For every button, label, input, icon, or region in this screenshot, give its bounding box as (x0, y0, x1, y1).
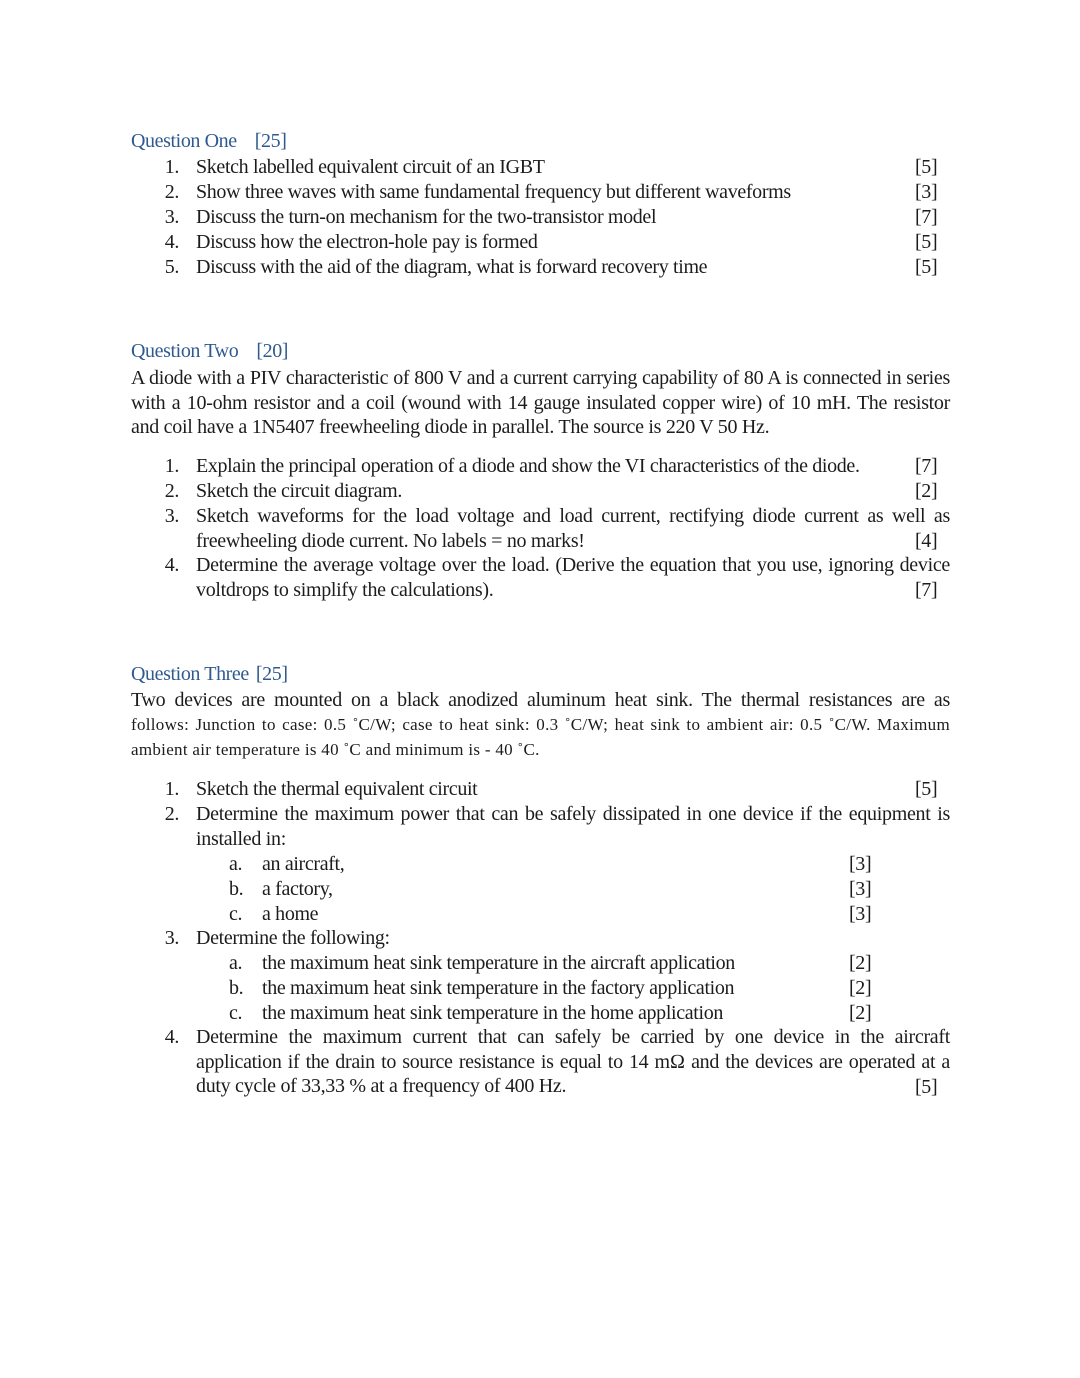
item-text: Show three waves with same fundamental frequency but different waveforms (196, 181, 791, 203)
item-number: 4. (164, 1026, 179, 1048)
sub-item-text: the maximum heat sink temperature in the home application (262, 1002, 724, 1024)
item-number: 2. (164, 803, 179, 825)
sub-item-text: the maximum heat sink temperature in the aircraft application (262, 952, 735, 974)
sub-item-marks: [3] (849, 903, 872, 925)
sub-item-letter: c. (229, 903, 243, 925)
item-number: 1. (164, 156, 179, 178)
sub-item-text: a home (262, 903, 319, 925)
item-number: 2. (164, 181, 179, 203)
item-text: Determine the maximum current that can safely be carried by one device in the aircraft application if the drain to source resistance is equal to 14 mΩ and the devices are operated at a duty cycle of 33,33 % at a frequency of 400 Hz. (196, 1026, 950, 1098)
item-number: 1. (164, 778, 179, 800)
item-text: Sketch waveforms for the load voltage and load current, rectifying diode current as well as freewheeling diode current. No labels = no marks! (196, 505, 950, 552)
sub-item-text: an aircraft, (262, 853, 345, 875)
sub-item-letter: b. (229, 977, 244, 999)
item-marks: [7] (915, 455, 938, 477)
item-number: 1. (164, 455, 179, 477)
sub-item-text: a factory, (262, 878, 333, 900)
item-marks: [2] (915, 480, 938, 502)
sub-item-letter: b. (229, 878, 244, 900)
sub-item-marks: [3] (849, 853, 872, 875)
item-marks: [5] (915, 256, 938, 278)
item-number: 3. (164, 206, 179, 228)
item-marks: [5] (915, 1076, 938, 1098)
question-three-intro-line2: follows: Junction to case: 0.5 ˚C/W; case to heat sink: 0.3 ˚C/W; heat sink to ambient air: 0.5 ˚C/W. Maximum ambient air temperature is 40 ˚C and minimum is - 40 ˚C. (131, 715, 950, 759)
item-text: Explain the principal operation of a diode and show the VI characteristics of the diode. (196, 455, 860, 477)
question-two-intro: A diode with a PIV characteristic of 800 V and a current carrying capability of 80 A is connected in series with a 10-ohm resistor and a coil (wound with 14 gauge insulated copper wire) of 10 mH. The resistor and coil have a 1N5407 freewheeling diode in parallel. The source is 220 V 50 Hz. (131, 367, 950, 439)
question-one-marks: [25] (254, 130, 287, 152)
item-marks: [7] (915, 579, 938, 601)
question-three-heading (131, 663, 288, 686)
question-one-heading (131, 130, 286, 153)
sub-item-text: the maximum heat sink temperature in the factory application (262, 977, 735, 999)
question-one-title: Question One (131, 130, 237, 152)
sub-item-marks: [2] (849, 977, 872, 999)
item-text: Discuss the turn-on mechanism for the two-transistor model (196, 206, 657, 228)
item-number: 4. (164, 554, 179, 576)
item-number: 5. (164, 256, 179, 278)
item-number: 2. (164, 480, 179, 502)
item-text: Sketch labelled equivalent circuit of an IGBT (196, 156, 545, 178)
question-three-title: Question Three (131, 663, 249, 685)
sub-item-letter: a. (229, 853, 243, 875)
item-marks: [4] (915, 530, 938, 552)
item-text: Determine the maximum power that can be safely dissipated in one device if the equipment is installed in: (196, 803, 950, 850)
item-text: Sketch the circuit diagram. (196, 480, 403, 502)
question-two-marks: [20] (256, 340, 289, 362)
item-text: Discuss with the aid of the diagram, what is forward recovery time (196, 256, 708, 278)
item-number: 3. (164, 927, 179, 949)
sub-item-marks: [2] (849, 1002, 872, 1024)
item-marks: [5] (915, 231, 938, 253)
question-two-title: Question Two (131, 340, 239, 362)
item-marks: [5] (915, 156, 938, 178)
sub-item-marks: [3] (849, 878, 872, 900)
item-marks: [5] (915, 778, 938, 800)
item-marks: [7] (915, 206, 938, 228)
item-text: Determine the following: (196, 927, 390, 949)
question-two-heading (131, 340, 288, 363)
item-text: Discuss how the electron-hole pay is formed (196, 231, 538, 253)
question-three-intro-line1: Two devices are mounted on a black anodized aluminum heat sink. The thermal resistances are as (131, 689, 950, 711)
item-text: Determine the average voltage over the load. (Derive the equation that you use, ignoring device voltdrops to simplify the calculations). (196, 554, 950, 601)
item-number: 3. (164, 505, 179, 527)
question-three-marks: [25] (255, 663, 288, 685)
item-number: 4. (164, 231, 179, 253)
item-text: Sketch the thermal equivalent circuit (196, 778, 478, 800)
sub-item-letter: a. (229, 952, 243, 974)
item-marks: [3] (915, 181, 938, 203)
sub-item-letter: c. (229, 1002, 243, 1024)
sub-item-marks: [2] (849, 952, 872, 974)
